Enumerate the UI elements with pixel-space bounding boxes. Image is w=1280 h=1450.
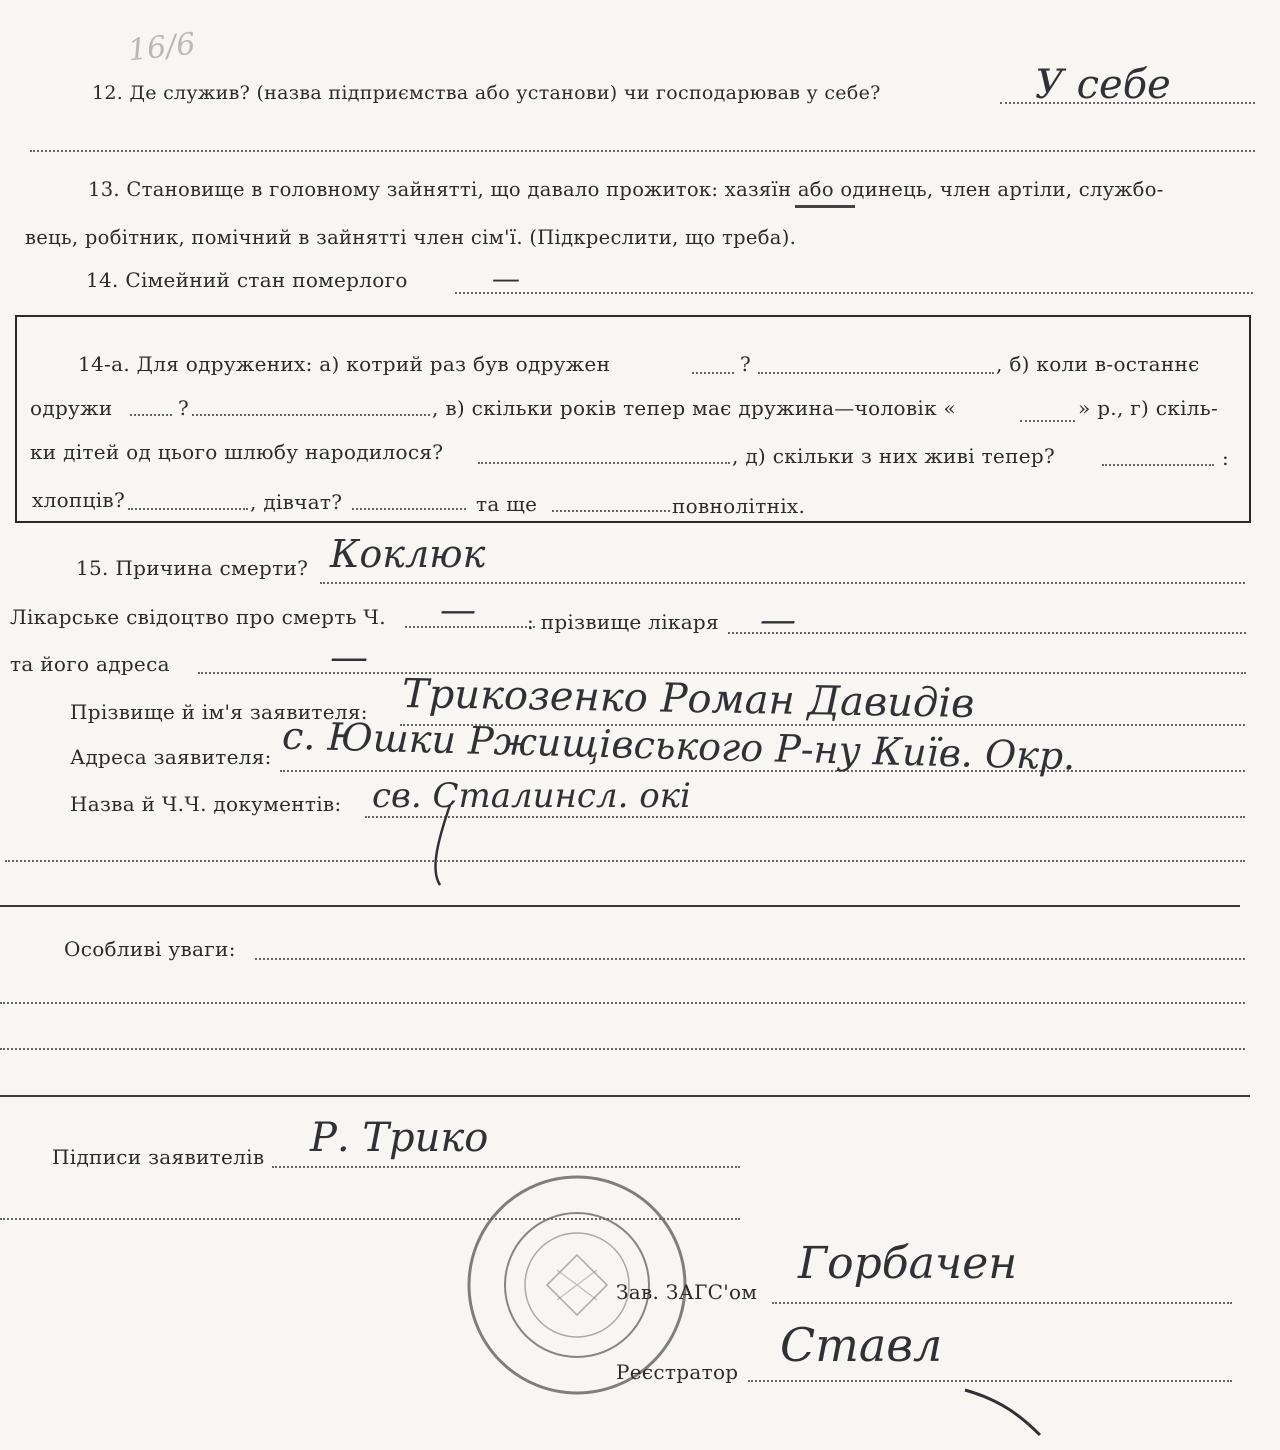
notes-label: Особливі уваги: [64, 937, 236, 961]
registrar-label: Реєстратор [616, 1360, 739, 1384]
q14a-dots-3 [130, 414, 172, 416]
documents-value: св. Сталинсл. окі [372, 776, 691, 816]
q15-answer-line [320, 582, 1245, 584]
q14a-line1-part-a: 14-а. Для одружених: а) котрий раз був одружен [78, 352, 611, 376]
q13-line2: вець, робітник, помічний в зайнятті член сім'ї. (Підкреслити, що треба). [25, 226, 797, 249]
documents-flourish [420, 800, 480, 890]
applicant-signature: Р. Трико [310, 1115, 489, 1161]
applicant-address-label: Адреса заявителя: [70, 745, 272, 769]
registrar-signature: Ставл [780, 1318, 943, 1372]
applicants-signature-line [272, 1166, 740, 1168]
q14-answer-line [455, 292, 1253, 294]
q12-continuation-line [30, 150, 1255, 152]
q14-answer: — [492, 262, 520, 295]
q14a-dots-8 [128, 508, 248, 510]
q14a-line4-part-b: , дівчат? [250, 490, 343, 514]
applicant-address-line [280, 770, 1245, 772]
q14a-line3-part-b: , д) скільки з них живі тепер? [732, 444, 1055, 468]
q14a-line1-part-b: , б) коли в-останнє [996, 352, 1200, 376]
q14a-dots-7 [1102, 464, 1214, 466]
q14a-line2-part-a: одружи [30, 396, 113, 420]
registrar-flourish [960, 1380, 1050, 1440]
q14a-line3-part-c: : [1222, 446, 1230, 470]
q14a-line3-part-a: ки дітей од цього шлюбу народилося? [30, 440, 444, 464]
q14a-dots-10 [552, 510, 670, 512]
applicant-address: с. Юшки Ржищівського Р-ну Київ. Окр. [281, 713, 1076, 779]
doctor-address: — [330, 635, 368, 679]
notes-line-1 [255, 958, 1245, 960]
documents-line [365, 816, 1245, 818]
doctor-line [728, 632, 1246, 634]
applicants-signature-label: Підписи заявителів [52, 1145, 265, 1169]
q14a-dots-1 [692, 372, 734, 374]
head-registry-signature: Горбачен [798, 1238, 1018, 1289]
notes-line-3 [0, 1048, 1245, 1050]
q14a-dots-5 [1020, 420, 1075, 422]
doctor-label: : прізвище лікаря [527, 610, 719, 634]
q12-label: 12. Де служив? (назва підприємства або установи) чи господарював у себе? [92, 82, 881, 104]
q14a-dots-2 [758, 372, 994, 374]
q14a-line4-part-d: повнолітніх. [672, 494, 806, 518]
applicant-name-label: Прізвище й ім'я заявителя: [70, 700, 368, 724]
medical-label: Лікарське свідоцтво про смерть Ч. [10, 605, 386, 629]
q12-answer: У себе [1035, 62, 1171, 108]
notes-line-2 [0, 1002, 1245, 1004]
q14a-line4-part-a: хлопців? [32, 488, 125, 512]
doctor-name: — [760, 600, 796, 641]
q14a-line2-part-b: , в) скільки років тепер має дружина—чоловік « [432, 396, 957, 420]
medical-number: — [440, 590, 476, 631]
q13-line1: 13. Становище в головному зайнятті, що давало прожиток: хазяїн або одинець, член артіли, службо- [88, 178, 1164, 201]
section-divider-2 [0, 1095, 1250, 1097]
head-registry-line [772, 1302, 1232, 1304]
address-label: та його адреса [10, 652, 170, 676]
q15-answer: Коклюк [330, 532, 486, 576]
q13-underline-marker [795, 205, 855, 208]
q14a-qmark-1: ? [740, 352, 752, 376]
documents-continuation-line [5, 860, 1245, 862]
archive-mark: 16/6 [126, 26, 198, 69]
q14a-line2-part-c: » р., г) скіль- [1078, 396, 1219, 420]
applicant-name: Трикозенко Роман Давидів [401, 671, 975, 727]
q15-label: 15. Причина смерти? [76, 556, 309, 580]
section-divider-1 [0, 905, 1240, 907]
q14a-dots-6 [478, 462, 730, 464]
q14-label: 14. Сімейний стан померлого [86, 268, 408, 292]
q14a-dots-4 [192, 414, 430, 416]
q14a-line4-part-c: та ще [476, 492, 538, 516]
documents-label: Назва й Ч.Ч. документів: [70, 792, 342, 816]
q14a-qmark-2: ? [178, 396, 190, 420]
q14a-dots-9 [352, 508, 466, 510]
head-registry-label: Зав. ЗАГС'ом [616, 1280, 758, 1304]
